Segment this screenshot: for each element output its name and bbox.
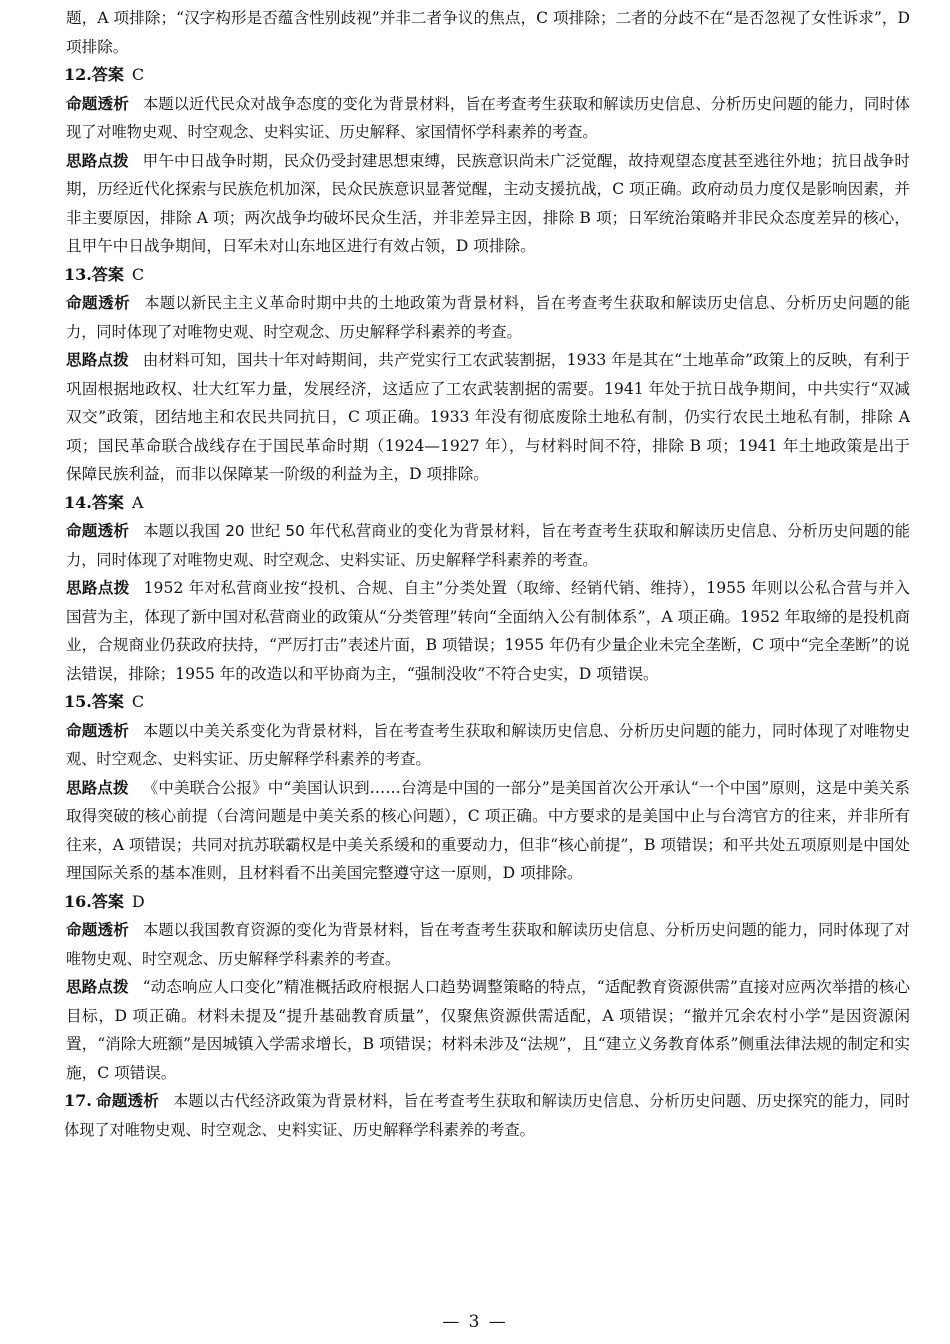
analysis-text: 本题以我国 20 世纪 50 年代私营商业的变化为背景材料，旨在考查考生获取和解读历史信息、分析历史问题的能力，同时体现了对唯物史观、时空观念、史料实证、历史解释学科素养的考查。 [66,522,910,569]
hint-label: 思路点拨 [66,350,129,369]
question-number: 17. [64,1091,92,1110]
answer-label: 答案 [91,264,124,284]
analysis-label: 命题透析 [66,521,130,540]
question-13-hint [66,346,910,489]
analysis-label: 命题透析 [66,93,129,113]
question-number: 15. [64,692,92,711]
question-16-header [64,888,910,917]
hint-label: 思路点拨 [66,777,129,797]
analysis-label: 命题透析 [66,720,129,740]
answer-value: D [131,891,145,911]
question-number: 14. [64,492,92,512]
answer-value: A [131,492,144,512]
analysis-text: 本题以新民主主义革命时期中共的土地政策为背景材料，旨在考查考生获取和解读历史信息、分析历史问题的能力，同时体现了对唯物史观、时空观念、历史解释学科素养的考查。 [66,294,910,341]
question-16-analysis [66,916,910,973]
q11-tail-text: 题，A 项排除；“汉字构形是否蕴含性别歧视”并非二者争议的焦点，C 项排除；二者的分歧不在“是否忽视了女性诉求”，D 项排除。 [66,9,910,56]
analysis-label: 命题透析 [66,293,131,312]
question-13-analysis [66,289,910,346]
question-13-header [64,261,910,290]
question-12-hint [66,147,910,261]
page-number: — 3 — [442,1312,508,1332]
question-15-header [64,688,910,717]
question-12-header [64,61,910,90]
hint-label: 思路点拨 [66,977,129,996]
analysis-label: 命题透析 [66,920,129,939]
hint-text: 1952 年对私营商业按“投机、合规、自主”分类处置（取缔、经销代销、维持），1955 年则以公私合营与并入国营为主，体现了新中国对私营商业的政策从“分类管理”转向“全面纳入公有制体系”，A 项正确。1952 年取缔的是投机商业，合规商业仍获政府扶持，“严厉打击”表述片面，B 项错误；1955 年仍有少量企业未完全垄断，C 项中“完全垄断”的说法错误，排除；1955 年的改造以和平协商为主，“强制没收”不符合史实，D 项错误。 [66,579,910,683]
question-17-analysis [64,1087,910,1144]
answer-value: C [131,692,145,711]
question-14-analysis [66,517,910,574]
hint-text: 由材料可知，国共十年对峙期间，共产党实行工农武装割据，1933 年是其在“土地革命”政策上的反映，有利于巩固根据地政权、壮大红军力量，发展经济，这适应了工农武装割据的需要。1941 年处于抗日战争期间，中共实行“双减双交”政策，团结地主和农民共同抗日，C 项正确。1933 年没有彻底废除土地私有制，仍实行农民土地私有制，排除 A 项；国民革命联合战线存在于国民革命时期（1924—1927 年），与材料时间不符，排除 B 项；1941 年土地政策是出于保障民族利益，而非以保障某一阶级的利益为主，D 项排除。 [66,351,910,483]
hint-text: “动态响应人口变化”精准概括政府根据人口趋势调整策略的特点，“适配教育资源供需”直接对应两次举措的核心目标，D 项正确。材料未提及“提升基础教育质量”，仅聚焦资源供需适配，A 项错误；“撤并冗余农村小学”是因资源闲置，“消除大班额”是因城镇入学需求增长，B 项错误；材料未涉及“法规”，且“建立义务教育体系”侧重法律法规的制定和实施，C 项错误。 [66,978,910,1082]
answer-label: 答案 [91,492,124,512]
answer-label: 答案 [91,65,124,84]
hint-text: 甲午中日战争时期，民众仍受封建思想束缚，民族意识尚未广泛觉醒，故持观望态度甚至逃往外地；抗日战争时期，历经近代化探索与民族危机加深，民众民族意识显著觉醒，主动支援抗战，C 项正确。政府动员力度仅是影响因素，并非主要原因，排除 A 项；两次战争均破坏民众生活，并非差异主因，排除 B 项；日军统治策略并非民众态度差异的核心，且甲午中日战争期间，日军未对山东地区进行有效占领，D 项排除。 [66,151,910,255]
analysis-label: 命题透析 [95,1091,160,1110]
analysis-text: 本题以近代民众对战争态度的变化为背景材料，旨在考查考生获取和解读历史信息、分析历史问题的能力，同时体现了对唯物史观、时空观念、史料实证、历史解释、家国情怀学科素养的考查。 [66,94,910,141]
question-14-hint [66,574,910,688]
question-number: 13. [64,264,92,284]
hint-text: 《中美联合公报》中“美国认识到……台湾是中国的一部分”是美国首次公开承认“一个中国”原则，这是中美关系取得突破的核心前提（台湾问题是中美关系的核心问题），C 项正确。中方要求的是美国中止与台湾官方的往来，并非所有往来，A 项错误；共同对抗苏联霸权是中美关系缓和的重要动力，但非“核心前提”，B 项错误；和平共处五项原则是中国处理国际关系的基本准则，且材料看不出美国完整遵守这一原则，D 项排除。 [66,778,910,882]
answer-label: 答案 [91,692,124,711]
question-number: 12. [64,65,92,84]
analysis-text: 本题以中美关系变化为背景材料，旨在考查考生获取和解读历史信息、分析历史问题的能力，同时体现了对唯物史观、时空观念、史料实证、历史解释学科素养的考查。 [66,721,910,768]
question-12-analysis [66,90,910,147]
question-number: 16. [64,891,92,911]
question-14-header [64,489,910,518]
answer-value: C [131,65,145,84]
analysis-text: 本题以古代经济政策为背景材料，旨在考查考生获取和解读历史信息、分析历史问题、历史探究的能力，同时体现了对唯物史观、时空观念、史料实证、历史解释学科素养的考查。 [64,1092,910,1139]
question-15-analysis [66,717,910,774]
question-15-hint [66,774,910,888]
analysis-text: 本题以我国教育资源的变化为背景材料，旨在考查考生获取和解读历史信息、分析历史问题的能力，同时体现了对唯物史观、时空观念、历史解释学科素养的考查。 [66,921,910,968]
hint-label: 思路点拨 [66,578,130,597]
question-16-hint [66,973,910,1087]
hint-label: 思路点拨 [66,150,129,170]
answer-value: C [131,264,145,284]
answer-label: 答案 [91,891,124,911]
